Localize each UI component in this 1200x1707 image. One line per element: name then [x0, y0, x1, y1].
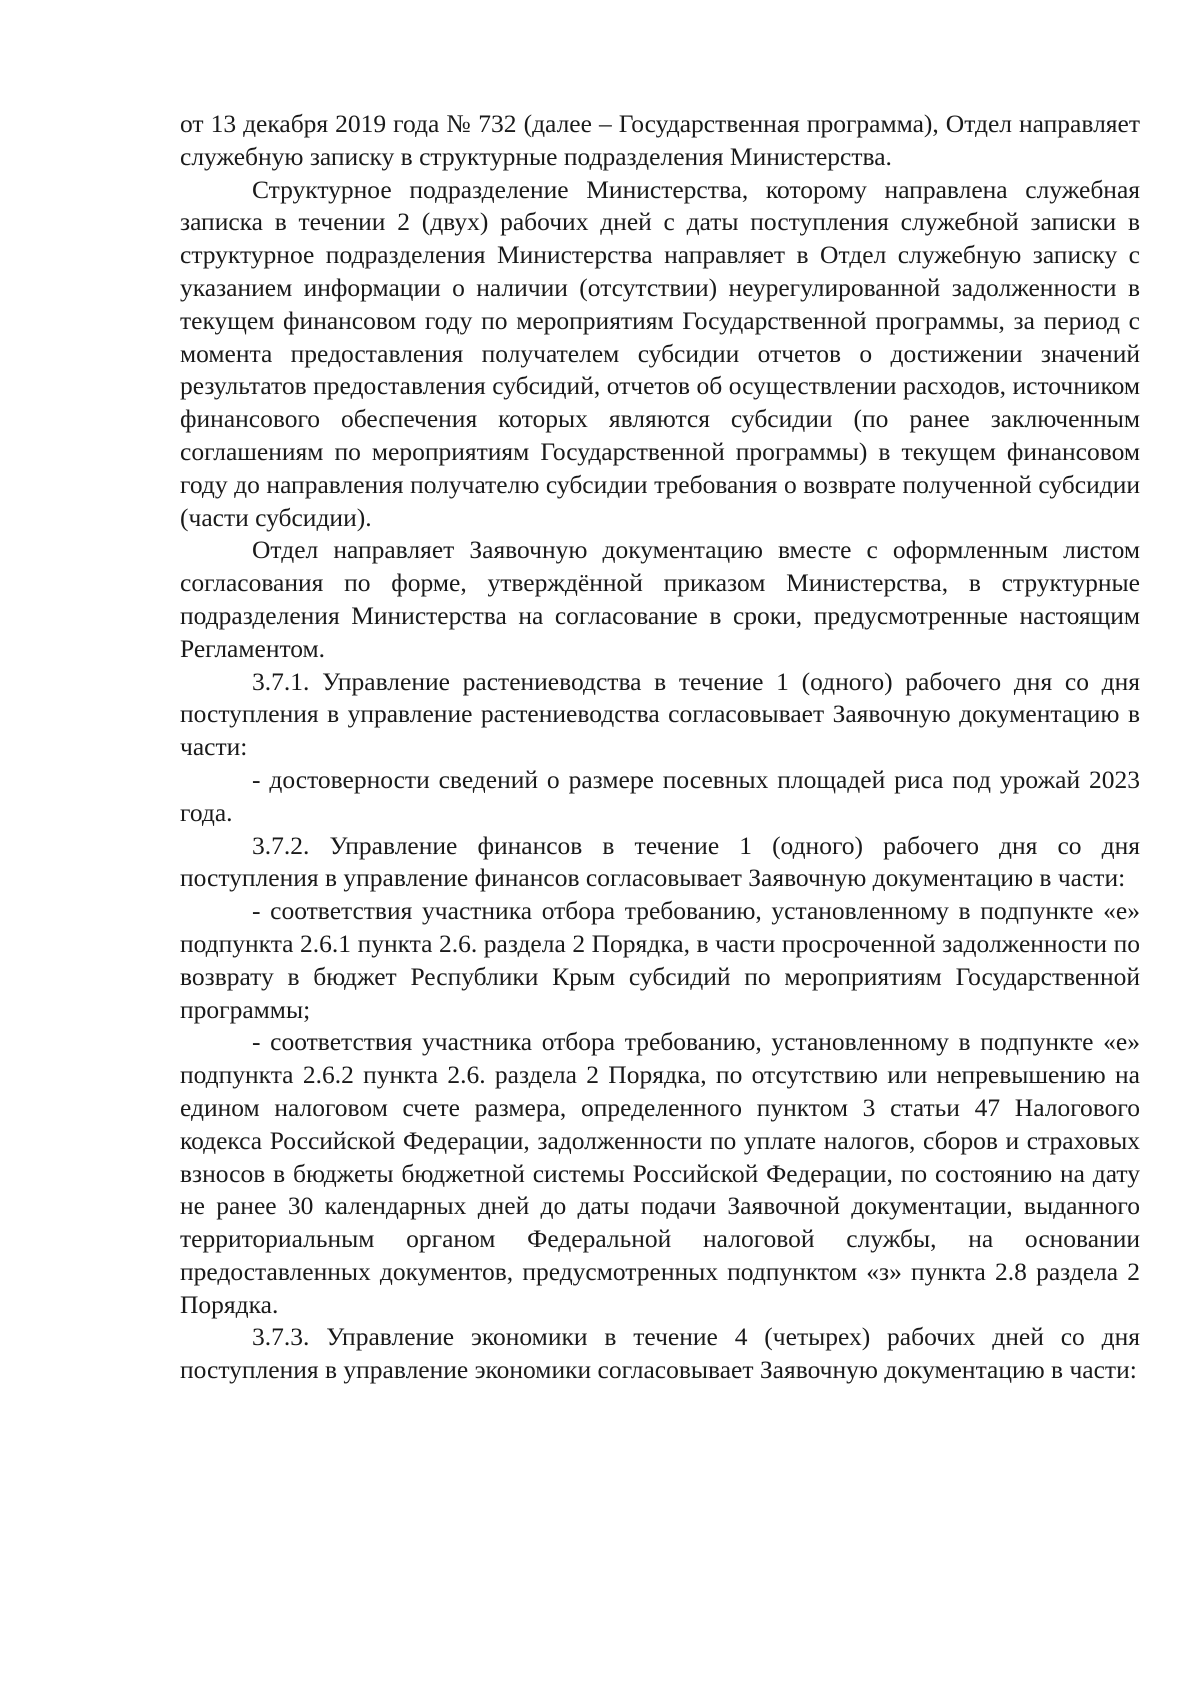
- paragraph-structural-unit-response: Структурное подразделение Министерства, которому направлена служебная записка в течении 2 (двух) рабочих дней с даты поступления служебной записки в структурное подразделения Министерства направляет в Отдел служебную записку с указанием информации о наличии (отсутствии) неурегулированной задолженности в текущем финансовом году по мероприятиям Государственной программы, за период с момента предоставления получателем субсидии отчетов о достижении значений результатов предоставления субсидий, отчетов об осуществлении расходов, источником финансового обеспечения которых являются субсидии (по ранее заключенным соглашениям по мероприятиям Государственной программы) в текущем финансовом году до направления получателю субсидии требования о возврате полученной субсидии (части субсидии).: [180, 174, 1140, 532]
- document-page: [180, 108, 1140, 1387]
- paragraph-3-7-2: 3.7.2. Управление финансов в течение 1 (одного) рабочего дня со дня поступления в управление финансов согласовывает Заявочную документацию в части:: [180, 830, 1140, 893]
- list-item-tax-debt: - соответствия участника отбора требованию, установленному в подпункте «е» подпункта 2.6.2 пункта 2.6. раздела 2 Порядка, по отсутствию или непревышению на едином налоговом счете размера, определенного пунктом 3 статьи 47 Налогового кодекса Российской Федерации, задолженности по уплате налогов, сборов и страховых взносов в бюджеты бюджетной системы Российской Федерации, по состоянию на дату не ранее 30 календарных дней до даты подачи Заявочной документации, выданного территориальным органом Федеральной налоговой службы, на основании предоставленных документов, предусмотренных подпунктом «з» пункта 2.8 раздела 2 Порядка.: [180, 1027, 1140, 1319]
- paragraph-continuation: от 13 декабря 2019 года № 732 (далее – Государственная программа), Отдел направляет служебную записку в структурные подразделения Министерства.: [180, 109, 1140, 171]
- paragraph-3-7-1: 3.7.1. Управление растениеводства в течение 1 (одного) рабочего дня со дня поступления в управление растениеводства согласовывает Заявочную документацию в части:: [180, 666, 1140, 762]
- list-item-budget-debt: - соответствия участника отбора требованию, установленному в подпункте «е» подпункта 2.6.1 пункта 2.6. раздела 2 Порядка, в части просроченной задолженности по возврату в бюджет Республики Крым субсидий по мероприятиям Государственной программы;: [180, 896, 1140, 1024]
- paragraph-3-7-3: 3.7.3. Управление экономики в течение 4 (четырех) рабочих дней со дня поступления в управление экономики согласовывает Заявочную документацию в части:: [180, 1322, 1140, 1385]
- list-item-sown-area: - достоверности сведений о размере посевных площадей риса под урожай 2023 года.: [180, 764, 1140, 827]
- paragraph-approval-sheet: Отдел направляет Заявочную документацию вместе с оформленным листом согласования по форме, утверждённой приказом Министерства, в структурные подразделения Министерства на согласование в сроки, предусмотренные настоящим Регламентом.: [180, 535, 1140, 663]
